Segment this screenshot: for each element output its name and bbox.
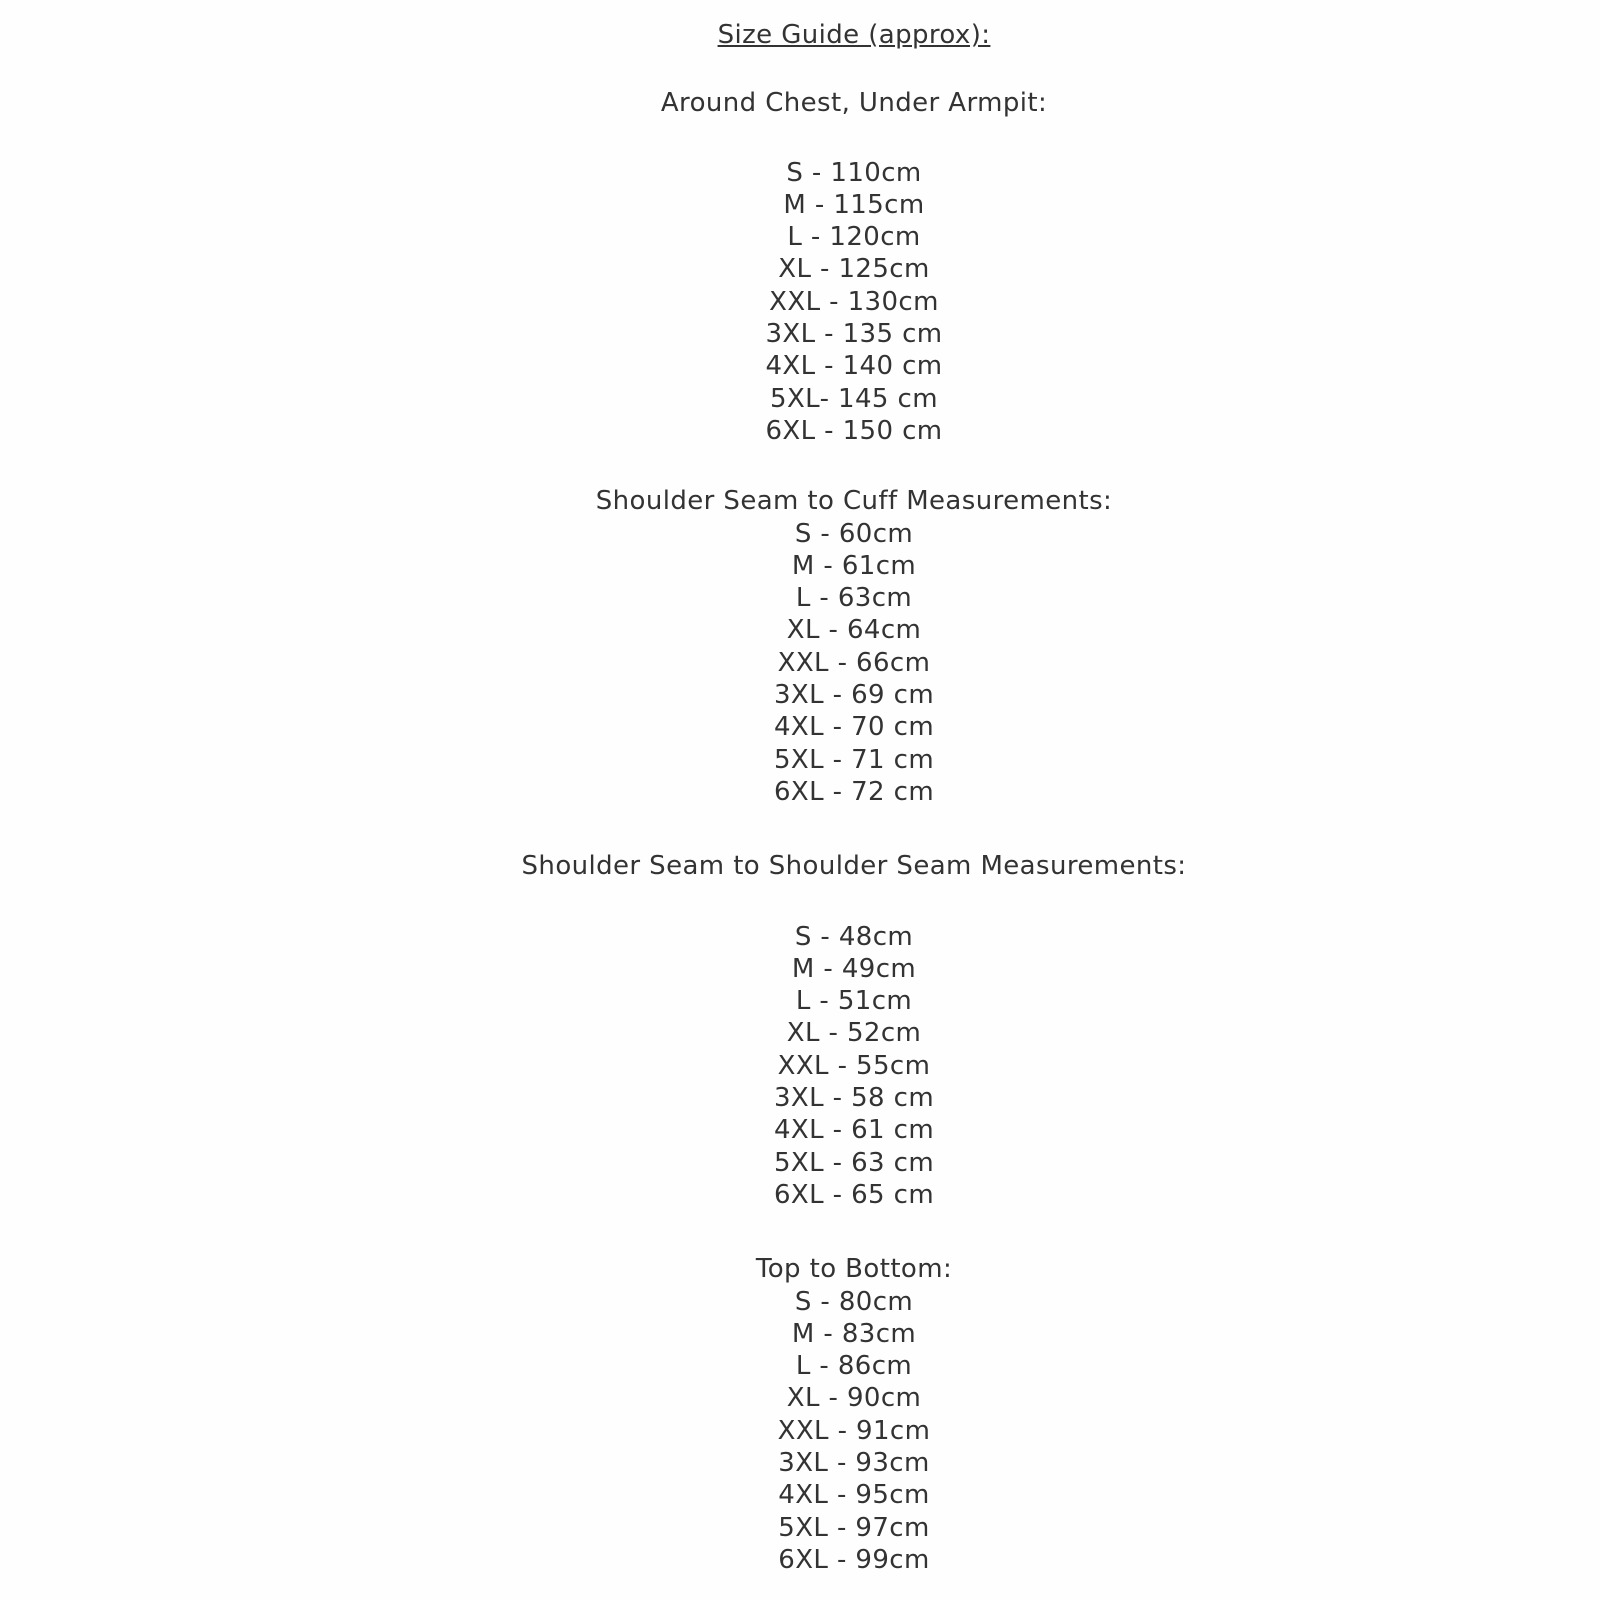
size-row: 6XL - 65 cm [773, 1179, 935, 1210]
section-heading-shoulder: Shoulder Seam to Shoulder Seam Measurements: [521, 851, 1187, 882]
size-row: L - 120cm [787, 222, 921, 253]
size-row: M - 83cm [791, 1318, 917, 1349]
size-row: L - 86cm [795, 1351, 913, 1382]
spacer [108, 808, 1600, 850]
section-list-cuff [108, 518, 1600, 809]
size-row: 4XL - 95cm [778, 1480, 930, 1511]
size-row: 4XL - 61 cm [773, 1115, 935, 1146]
spacer [108, 1211, 1600, 1253]
spacer [108, 883, 1600, 921]
spacer [108, 51, 1600, 87]
size-row: L - 51cm [795, 986, 913, 1017]
size-row: S - 80cm [794, 1286, 914, 1317]
size-row: S - 60cm [794, 518, 914, 549]
size-row: M - 61cm [791, 550, 917, 581]
size-row: 4XL - 140 cm [765, 351, 943, 382]
size-row: XL - 64cm [786, 615, 922, 646]
size-row: S - 48cm [794, 921, 914, 952]
size-row: XL - 125cm [778, 254, 930, 285]
size-row: 5XL - 63 cm [773, 1147, 935, 1178]
size-row: 5XL - 97cm [778, 1512, 930, 1543]
size-row: L - 63cm [795, 583, 913, 614]
size-row: 4XL - 70 cm [773, 712, 935, 743]
size-row: 5XL- 145 cm [770, 383, 938, 414]
size-row: 3XL - 135 cm [765, 319, 943, 350]
section-list-shoulder [108, 921, 1600, 1212]
size-row: XL - 90cm [786, 1383, 922, 1414]
size-row: XXL - 91cm [777, 1415, 931, 1446]
size-row: M - 49cm [791, 953, 917, 984]
size-row: XXL - 66cm [777, 647, 931, 678]
section-list-length [108, 1286, 1600, 1577]
size-row: 3XL - 69 cm [773, 680, 935, 711]
section-heading-cuff: Shoulder Seam to Cuff Measurements: [595, 486, 1113, 517]
size-row: XL - 52cm [786, 1018, 922, 1049]
size-row: 6XL - 150 cm [765, 415, 943, 446]
size-row: 6XL - 99cm [778, 1544, 930, 1575]
section-heading-chest: Around Chest, Under Armpit: [660, 88, 1048, 119]
section-heading-length: Top to Bottom: [755, 1254, 953, 1285]
section-list-chest [108, 157, 1600, 448]
size-row: S - 110cm [786, 157, 922, 188]
size-row: 3XL - 58 cm [773, 1083, 935, 1114]
spacer [108, 447, 1600, 485]
size-row: 6XL - 72 cm [773, 776, 935, 807]
size-row: 3XL - 93cm [778, 1447, 930, 1478]
size-row: M - 115cm [783, 189, 925, 220]
size-row: XXL - 55cm [777, 1050, 931, 1081]
size-row: 5XL - 71 cm [773, 744, 935, 775]
page-title: Size Guide (approx): [717, 20, 991, 50]
size-row: XXL - 130cm [769, 286, 939, 317]
spacer [108, 120, 1600, 157]
